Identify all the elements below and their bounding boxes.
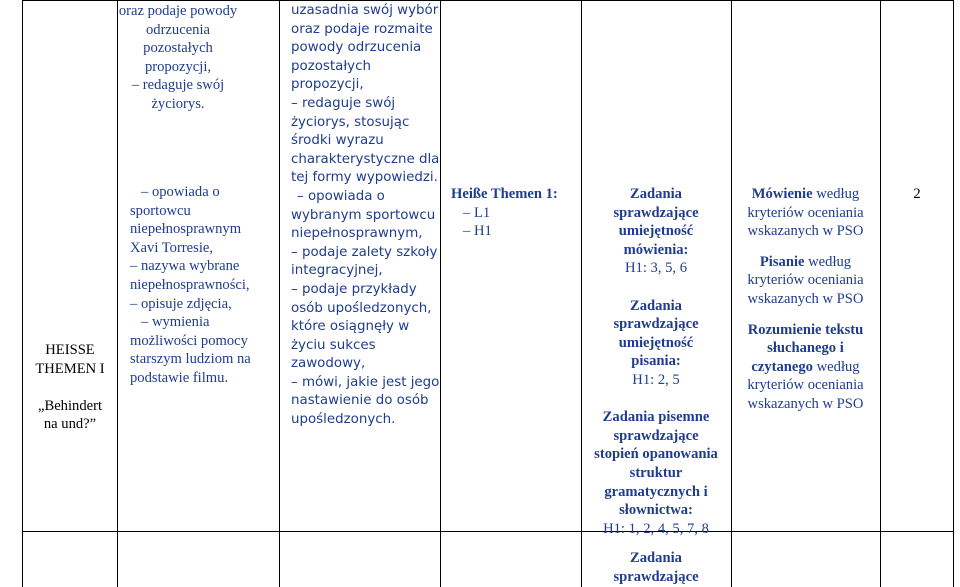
test-task-line: pisania: xyxy=(631,353,681,370)
basic-line: – opowiada o xyxy=(141,184,220,200)
basic-requirements-top xyxy=(118,2,238,114)
extended-line: osób upośledzonych, xyxy=(291,300,432,316)
criteria-line: wskazanych w PSO xyxy=(747,290,864,307)
basic-line: niepełnosprawności, xyxy=(130,276,250,293)
criteria-line: czytanego według xyxy=(751,358,860,375)
extended-line: integracyjnej, xyxy=(291,263,383,279)
criteria-line: kryteriów oceniania xyxy=(747,204,864,221)
extended-line: – podaje zalety szkoły xyxy=(291,244,438,260)
test-task-line: H1: 2, 5 xyxy=(632,371,680,388)
basic-line: niepełnosprawnym xyxy=(130,221,242,238)
basic-line: starszym ludziom na xyxy=(130,351,251,368)
test-task-line: Zadania xyxy=(630,550,682,566)
criteria-line: Rozumienie tekstu xyxy=(747,321,864,338)
extended-line: zawodowy, xyxy=(291,356,366,372)
extended-line: propozycji, xyxy=(291,77,364,93)
test-task-line: Zadania pisemne xyxy=(602,409,710,426)
criteria-line: wskazanych w PSO xyxy=(747,395,864,412)
test-task-line: H1: 3, 5, 6 xyxy=(624,260,688,277)
test-task-line: sprawdzające xyxy=(613,316,699,333)
extended-line: wybranym sportowcu xyxy=(291,207,436,223)
test-task-line: stopień opanowania xyxy=(594,446,718,463)
criteria-spacer xyxy=(732,241,879,253)
test-task-line: gramatycznych i xyxy=(604,483,708,500)
basic-line: pozostałych xyxy=(143,40,213,57)
extended-line: oraz podaje rozmaite xyxy=(291,21,433,37)
textbook-units-title: Heiße Themen 1: xyxy=(451,186,558,202)
module-title-line-1: HEISSE xyxy=(45,342,95,358)
extended-line: upośledzonych. xyxy=(291,412,396,428)
extended-line: tej formy wypowiedzi. xyxy=(291,170,438,186)
basic-line: – opisuje zdjęcia, xyxy=(130,295,232,312)
hours-cell xyxy=(881,185,953,204)
col-border-0 xyxy=(22,0,23,587)
extended-line: życiu sukces xyxy=(291,337,376,353)
criteria-line: kryteriów oceniania xyxy=(747,272,864,289)
basic-line: Xavi Torresie, xyxy=(130,239,214,256)
extended-line: które osiągnęły w xyxy=(291,319,410,335)
basic-line: możliwości pomocy xyxy=(130,332,248,349)
textbook-units-cell xyxy=(451,185,579,241)
criteria-line: Pisanie według xyxy=(759,253,852,270)
col-border-7 xyxy=(953,0,954,587)
test-task-line: Zadania xyxy=(630,297,682,314)
basic-requirements-mid xyxy=(130,183,278,388)
extended-line: życiorys, stosując xyxy=(291,114,410,130)
hours-value: 2 xyxy=(913,186,921,202)
extended-line: – podaje przykłady xyxy=(291,281,417,297)
basic-line: – redaguje swój xyxy=(131,77,225,94)
module-title-line-4: „Behindert xyxy=(37,397,103,414)
col-border-2 xyxy=(279,0,280,587)
test-tasks-cell xyxy=(582,185,730,538)
extended-line: – redaguje swój xyxy=(291,95,396,111)
criteria-spacer xyxy=(732,309,879,321)
module-title-cell xyxy=(24,341,116,434)
module-title-line-3 xyxy=(24,378,116,397)
test-task-line: sprawdzające xyxy=(613,204,699,221)
extended-line: – opowiada o xyxy=(297,188,385,204)
criteria-line: kryteriów oceniania xyxy=(747,377,864,394)
test-task-line: umiejętność xyxy=(618,334,694,351)
textbook-unit-item: – L1 xyxy=(463,204,491,221)
criteria-line: wskazanych w PSO xyxy=(747,223,864,240)
test-task-line: Zadania xyxy=(630,186,682,202)
basic-line: – wymienia xyxy=(141,314,210,331)
basic-line: – nazywa wybrane xyxy=(130,258,240,275)
test-tasks-next-cell xyxy=(582,549,730,586)
extended-requirements xyxy=(291,2,439,430)
extended-line: – mówi, jakie jest jego xyxy=(291,374,440,390)
module-title-line-2: THEMEN I xyxy=(35,360,105,377)
test-task-line: słownictwa: xyxy=(619,502,693,519)
module-title-line-5: na und?” xyxy=(43,416,97,433)
test-task-line: mówienia: xyxy=(623,241,689,258)
test-task-line: umiejętność xyxy=(618,223,694,240)
test-task-line: sprawdzające xyxy=(613,568,699,585)
extended-line: powody odrzucenia xyxy=(291,40,422,56)
extended-line: charakterystyczne dla xyxy=(291,151,440,167)
extended-line: środki wyrazu xyxy=(291,133,384,149)
criteria-line: Mówienie według xyxy=(751,186,860,202)
textbook-unit-item: – H1 xyxy=(463,223,492,240)
basic-line: podstawie filmu. xyxy=(130,369,229,386)
test-task-spacer xyxy=(582,278,730,297)
test-task-spacer xyxy=(582,390,730,409)
extended-line: pozostałych xyxy=(291,58,371,74)
col-border-6 xyxy=(880,0,881,587)
extended-line: nastawienie do osób xyxy=(291,393,429,409)
extended-line: uzasadnia swój wybór xyxy=(291,3,439,18)
basic-line: propozycji, xyxy=(144,58,212,75)
criteria-line: słuchanego i xyxy=(767,340,844,357)
test-task-line: H1: 1, 2, 4, 5, 7, 8 xyxy=(603,520,709,537)
row-border-top xyxy=(22,0,954,1)
row-border-mid xyxy=(22,531,954,532)
basic-line: sportowcu xyxy=(130,202,191,219)
basic-line: oraz podaje powody xyxy=(118,3,238,19)
test-task-line: sprawdzające xyxy=(613,427,699,444)
basic-line: odrzucenia xyxy=(145,21,210,38)
col-border-3 xyxy=(440,0,441,587)
test-task-line: struktur xyxy=(629,464,683,481)
extended-line: niepełnosprawnym, xyxy=(291,226,423,242)
basic-line: życiorys. xyxy=(151,95,205,112)
assessment-criteria-cell xyxy=(732,185,879,414)
